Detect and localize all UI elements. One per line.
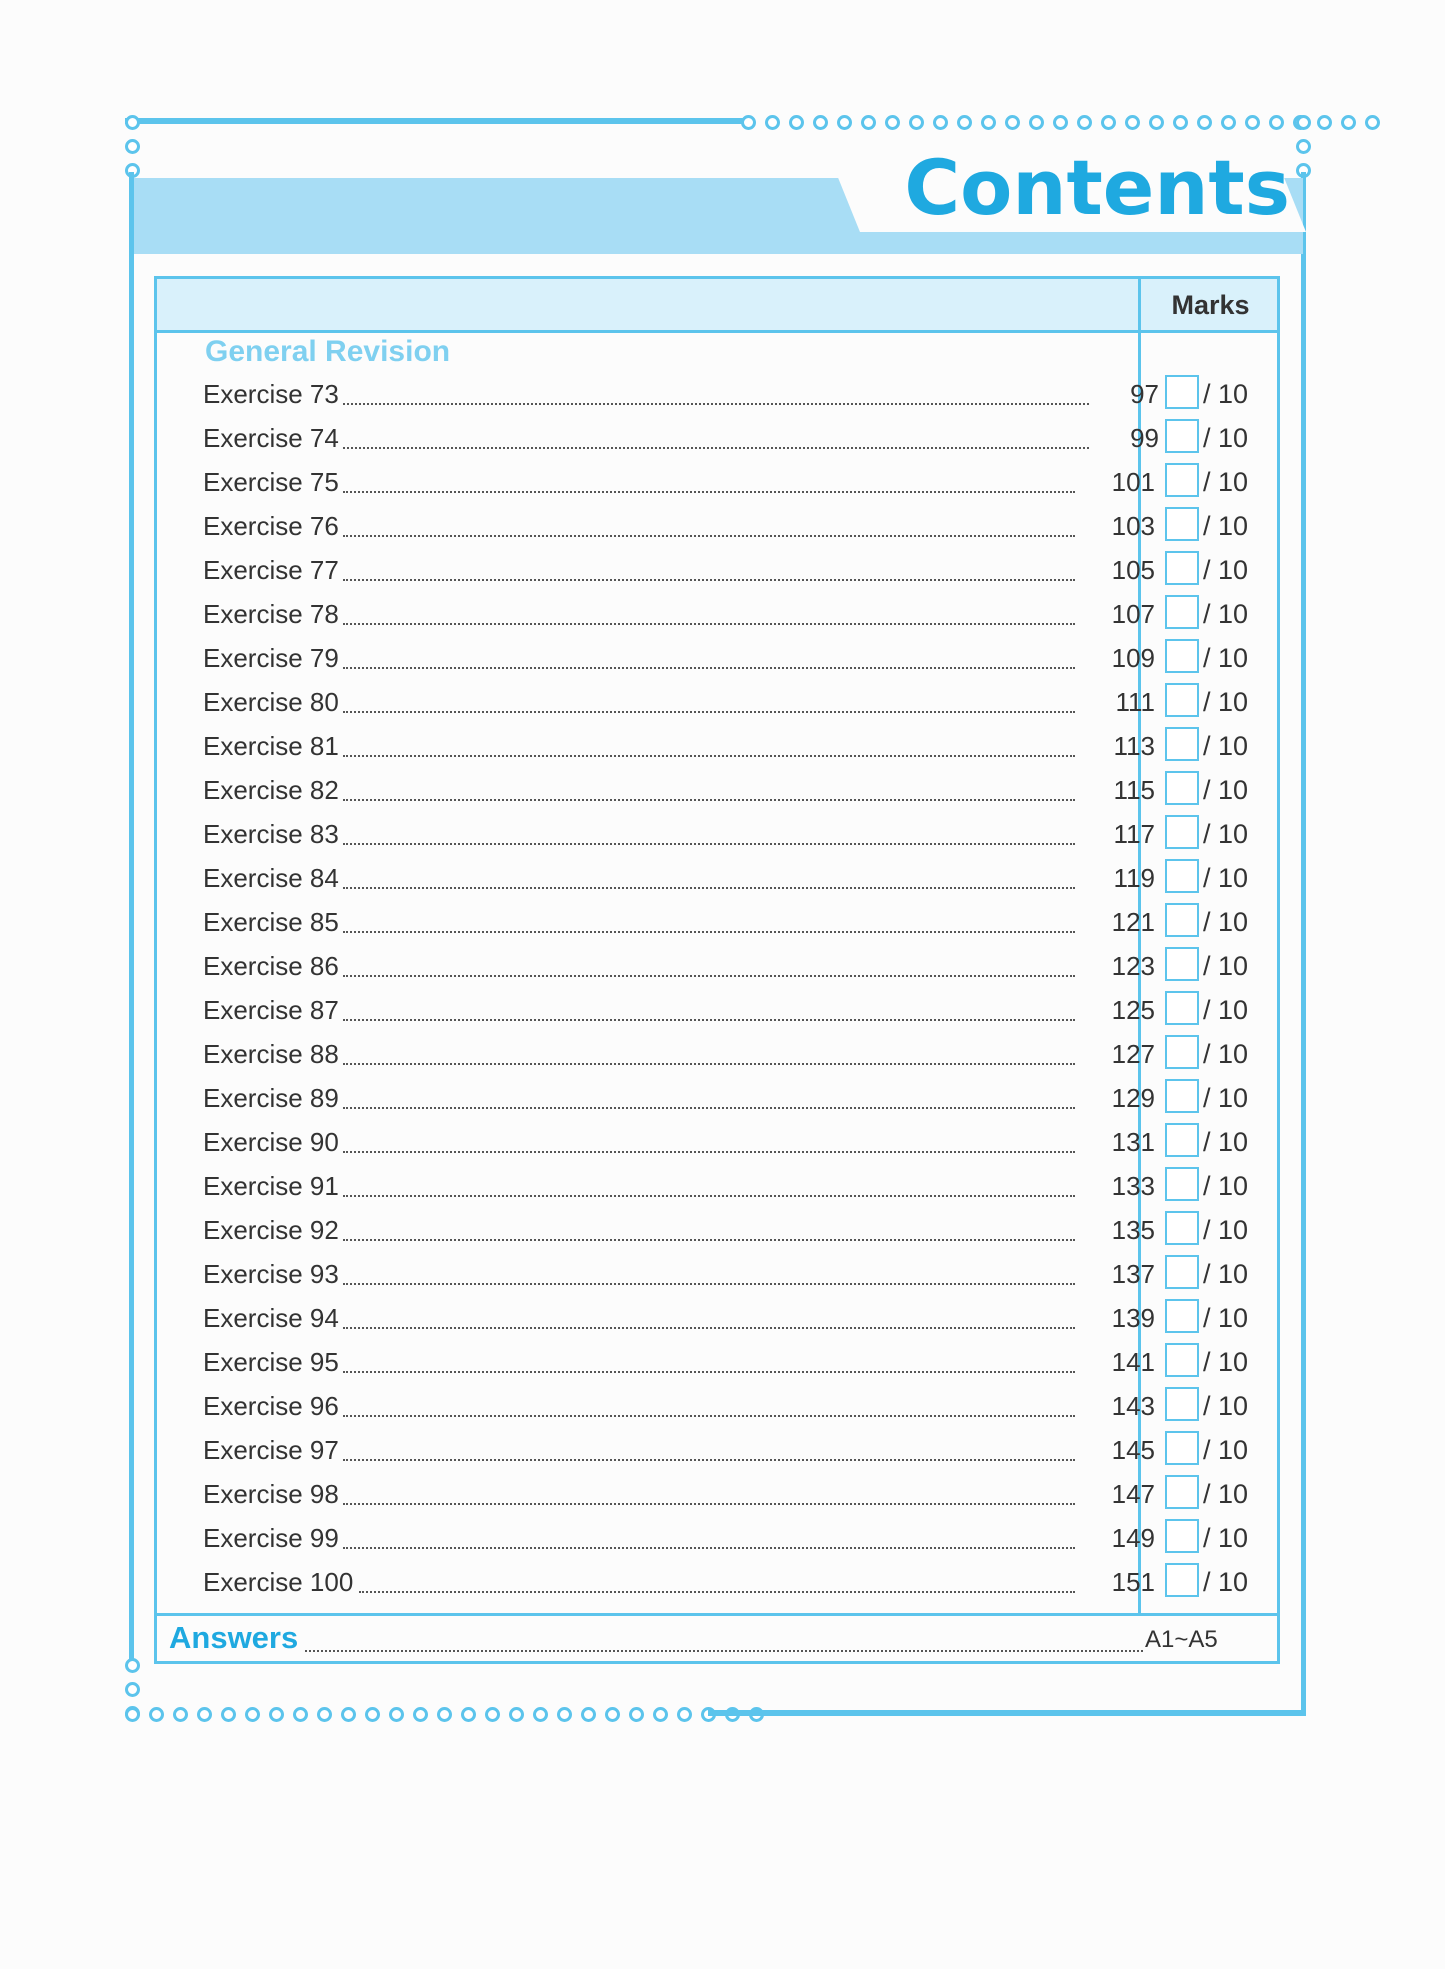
marks-total: / 10 xyxy=(1203,907,1249,937)
page-number: 147 xyxy=(1111,1479,1155,1509)
page-number: 135 xyxy=(1111,1215,1155,1245)
page-number: 101 xyxy=(1111,467,1155,497)
frame-dot xyxy=(437,1707,452,1722)
marks-input-box[interactable] xyxy=(1165,639,1199,673)
frame-dot xyxy=(981,115,996,130)
marks-total: / 10 xyxy=(1203,467,1249,497)
frame-bottom-dots xyxy=(125,1707,764,1722)
page-number: 119 xyxy=(1113,863,1155,893)
frame-dot xyxy=(789,115,804,130)
exercise-label: Exercise 95 xyxy=(203,1347,339,1377)
frame-dot xyxy=(1296,115,1311,130)
frame-dot xyxy=(1197,115,1212,130)
list-item[interactable] xyxy=(203,1255,1263,1299)
dot-leader xyxy=(343,799,1075,801)
marks-input-box[interactable] xyxy=(1165,375,1199,409)
list-item[interactable] xyxy=(203,595,1263,639)
frame-dot xyxy=(605,1707,620,1722)
dot-leader xyxy=(343,1019,1075,1021)
marks-input-box[interactable] xyxy=(1165,727,1199,761)
marks-input-box[interactable] xyxy=(1165,815,1199,849)
page-number: 99 xyxy=(1130,423,1159,453)
exercise-label: Exercise 74 xyxy=(203,423,339,453)
exercise-label: Exercise 93 xyxy=(203,1259,339,1289)
frame-dot xyxy=(413,1707,428,1722)
marks-total: / 10 xyxy=(1203,1523,1249,1553)
list-item[interactable] xyxy=(203,1079,1263,1123)
marks-input-box[interactable] xyxy=(1165,947,1199,981)
exercise-label: Exercise 76 xyxy=(203,511,339,541)
marks-total: / 10 xyxy=(1203,1391,1249,1421)
list-item[interactable] xyxy=(203,1035,1263,1079)
dot-leader xyxy=(343,1327,1075,1329)
page-title: Contents xyxy=(904,143,1290,232)
dot-leader xyxy=(343,1459,1075,1461)
marks-total: / 10 xyxy=(1203,819,1249,849)
frame-dot xyxy=(125,1682,140,1697)
frame-dot xyxy=(485,1707,500,1722)
exercise-label: Exercise 84 xyxy=(203,863,339,893)
dot-leader xyxy=(343,975,1075,977)
marks-input-box[interactable] xyxy=(1165,1167,1199,1201)
marks-input-box[interactable] xyxy=(1165,1387,1199,1421)
frame-dot xyxy=(509,1707,524,1722)
frame-dot xyxy=(245,1707,260,1722)
exercise-label: Exercise 81 xyxy=(203,731,339,761)
exercise-label: Exercise 80 xyxy=(203,687,339,717)
list-item[interactable] xyxy=(203,1211,1263,1255)
marks-input-box[interactable] xyxy=(1165,1299,1199,1333)
frame-dot xyxy=(365,1707,380,1722)
frame-dot xyxy=(341,1707,356,1722)
exercise-label: Exercise 96 xyxy=(203,1391,339,1421)
page-number: 107 xyxy=(1111,599,1155,629)
page-number: 145 xyxy=(1111,1435,1155,1465)
exercise-label: Exercise 82 xyxy=(203,775,339,805)
frame-dot xyxy=(653,1707,668,1722)
dot-leader xyxy=(343,623,1075,625)
exercise-label: Exercise 77 xyxy=(203,555,339,585)
list-item[interactable] xyxy=(203,463,1263,507)
frame-dot xyxy=(1296,139,1311,154)
frame-dot xyxy=(1005,115,1020,130)
dot-leader xyxy=(343,579,1075,581)
page-number: 131 xyxy=(1111,1127,1155,1157)
frame-dot xyxy=(765,115,780,130)
list-item[interactable] xyxy=(203,375,1263,419)
marks-total: / 10 xyxy=(1203,1303,1249,1333)
frame-top-left-dots xyxy=(125,115,140,178)
dot-leader xyxy=(359,1591,1075,1593)
marks-total: / 10 xyxy=(1203,1127,1249,1157)
marks-total: / 10 xyxy=(1203,731,1249,761)
list-item[interactable] xyxy=(203,859,1263,903)
dot-leader xyxy=(343,403,1089,405)
list-item[interactable] xyxy=(203,551,1263,595)
page-number: 105 xyxy=(1111,555,1155,585)
page-number: 123 xyxy=(1111,951,1155,981)
marks-input-box[interactable] xyxy=(1165,683,1199,717)
list-item[interactable] xyxy=(203,1343,1263,1387)
exercise-label: Exercise 90 xyxy=(203,1127,339,1157)
exercise-label: Exercise 88 xyxy=(203,1039,339,1069)
answers-row[interactable] xyxy=(169,1618,1269,1664)
list-item[interactable] xyxy=(203,903,1263,947)
exercise-label: Exercise 78 xyxy=(203,599,339,629)
marks-input-box[interactable] xyxy=(1165,551,1199,585)
dot-leader xyxy=(343,931,1075,933)
exercise-label: Exercise 83 xyxy=(203,819,339,849)
frame-dot xyxy=(125,139,140,154)
marks-header: Marks xyxy=(1171,290,1250,320)
frame-dot xyxy=(1269,115,1284,130)
exercise-label: Exercise 86 xyxy=(203,951,339,981)
marks-input-box[interactable] xyxy=(1165,1035,1199,1069)
answers-page: A1~A5 xyxy=(1145,1626,1218,1653)
list-item[interactable] xyxy=(203,507,1263,551)
marks-total: / 10 xyxy=(1203,1171,1249,1201)
frame-bottom-line xyxy=(708,1710,1306,1716)
frame-dot xyxy=(125,115,140,130)
frame-top-right-dots xyxy=(1296,115,1311,178)
exercise-label: Exercise 97 xyxy=(203,1435,339,1465)
frame-dot xyxy=(125,1707,140,1722)
page-number: 149 xyxy=(1111,1523,1155,1553)
frame-dot xyxy=(933,115,948,130)
page-number: 121 xyxy=(1111,907,1155,937)
frame-dot xyxy=(813,115,828,130)
frame-dot xyxy=(741,115,756,130)
frame-dot xyxy=(861,115,876,130)
marks-total: / 10 xyxy=(1203,687,1249,717)
marks-total: / 10 xyxy=(1203,379,1249,409)
exercise-label: Exercise 79 xyxy=(203,643,339,673)
exercise-label: Exercise 89 xyxy=(203,1083,339,1113)
marks-input-box[interactable] xyxy=(1165,1255,1199,1289)
frame-dot xyxy=(221,1707,236,1722)
dot-leader xyxy=(343,1063,1075,1065)
dot-leader xyxy=(305,1650,1143,1652)
dot-leader xyxy=(343,667,1075,669)
page-number: 113 xyxy=(1113,731,1155,761)
marks-input-box[interactable] xyxy=(1165,595,1199,629)
frame-dot xyxy=(269,1707,284,1722)
marks-total: / 10 xyxy=(1203,599,1249,629)
dot-leader xyxy=(343,1371,1075,1373)
exercise-label: Exercise 94 xyxy=(203,1303,339,1333)
list-item[interactable] xyxy=(203,1563,1263,1607)
list-item[interactable] xyxy=(203,1475,1263,1519)
frame-dot xyxy=(125,1658,140,1673)
dot-leader xyxy=(343,1239,1075,1241)
dot-leader xyxy=(343,447,1089,449)
frame-dot xyxy=(957,115,972,130)
marks-input-box[interactable] xyxy=(1165,771,1199,805)
dot-leader xyxy=(343,1151,1075,1153)
exercise-label: Exercise 92 xyxy=(203,1215,339,1245)
list-item[interactable] xyxy=(203,1387,1263,1431)
dot-leader xyxy=(343,491,1075,493)
frame-top-dots xyxy=(741,115,1380,130)
list-item[interactable] xyxy=(203,1519,1263,1563)
marks-input-box[interactable] xyxy=(1165,1475,1199,1509)
marks-total: / 10 xyxy=(1203,1435,1249,1465)
frame-dot xyxy=(1149,115,1164,130)
list-item[interactable] xyxy=(203,1299,1263,1343)
marks-input-box[interactable] xyxy=(1165,419,1199,453)
page-number: 129 xyxy=(1111,1083,1155,1113)
frame-dot xyxy=(837,115,852,130)
marks-input-box[interactable] xyxy=(1165,507,1199,541)
frame-dot xyxy=(293,1707,308,1722)
list-item[interactable] xyxy=(203,1167,1263,1211)
marks-input-box[interactable] xyxy=(1165,1343,1199,1377)
table-row-divider xyxy=(157,1613,1277,1616)
frame-dot xyxy=(197,1707,212,1722)
frame-dot xyxy=(533,1707,548,1722)
list-item[interactable] xyxy=(203,1431,1263,1475)
marks-total: / 10 xyxy=(1203,1215,1249,1245)
page-number: 115 xyxy=(1113,775,1155,805)
page-number: 127 xyxy=(1111,1039,1155,1069)
list-item[interactable] xyxy=(203,419,1263,463)
frame-dot xyxy=(557,1707,572,1722)
frame-dot xyxy=(909,115,924,130)
marks-input-box[interactable] xyxy=(1165,1079,1199,1113)
page-number: 151 xyxy=(1111,1567,1155,1597)
exercise-label: Exercise 99 xyxy=(203,1523,339,1553)
frame-right-line xyxy=(1301,172,1306,1715)
list-item[interactable] xyxy=(203,639,1263,683)
list-item[interactable] xyxy=(203,1123,1263,1167)
page-number: 141 xyxy=(1111,1347,1155,1377)
marks-total: / 10 xyxy=(1203,1347,1249,1377)
marks-total: / 10 xyxy=(1203,1479,1249,1509)
dot-leader xyxy=(343,1415,1075,1417)
marks-total: / 10 xyxy=(1203,863,1249,893)
page-number: 109 xyxy=(1111,643,1155,673)
marks-input-box[interactable] xyxy=(1165,1211,1199,1245)
frame-dot xyxy=(1245,115,1260,130)
marks-total: / 10 xyxy=(1203,1567,1249,1597)
section-heading: General Revision xyxy=(205,335,451,368)
dot-leader xyxy=(343,1195,1075,1197)
exercise-label: Exercise 87 xyxy=(203,995,339,1025)
page-number: 143 xyxy=(1111,1391,1155,1421)
frame-dot xyxy=(173,1707,188,1722)
page-number: 133 xyxy=(1111,1171,1155,1201)
page-number: 111 xyxy=(1115,687,1155,717)
frame-dot xyxy=(1053,115,1068,130)
marks-input-box[interactable] xyxy=(1165,903,1199,937)
dot-leader xyxy=(343,1503,1075,1505)
marks-input-box[interactable] xyxy=(1165,991,1199,1025)
exercise-label: Exercise 98 xyxy=(203,1479,339,1509)
marks-input-box[interactable] xyxy=(1165,463,1199,497)
frame-dot xyxy=(1173,115,1188,130)
frame-dot xyxy=(389,1707,404,1722)
frame-dot xyxy=(581,1707,596,1722)
marks-total: / 10 xyxy=(1203,995,1249,1025)
marks-input-box[interactable] xyxy=(1165,1123,1199,1157)
frame-dot xyxy=(461,1707,476,1722)
exercise-label: Exercise 75 xyxy=(203,467,339,497)
marks-input-box[interactable] xyxy=(1165,859,1199,893)
table-header xyxy=(157,279,1277,333)
page-number: 125 xyxy=(1111,995,1155,1025)
exercise-label: Exercise 91 xyxy=(203,1171,339,1201)
list-item[interactable] xyxy=(203,683,1263,727)
frame-dot xyxy=(149,1707,164,1722)
page-number: 103 xyxy=(1111,511,1155,541)
page-number: 137 xyxy=(1111,1259,1155,1289)
frame-dot xyxy=(629,1707,644,1722)
dot-leader xyxy=(343,755,1075,757)
dot-leader xyxy=(343,1283,1075,1285)
marks-total: / 10 xyxy=(1203,775,1249,805)
marks-total: / 10 xyxy=(1203,1039,1249,1069)
marks-input-box[interactable] xyxy=(1165,1431,1199,1465)
page-number: 117 xyxy=(1113,819,1155,849)
marks-total: / 10 xyxy=(1203,555,1249,585)
frame-dot xyxy=(1101,115,1116,130)
list-item[interactable] xyxy=(203,815,1263,859)
frame-dot xyxy=(1221,115,1236,130)
list-item[interactable] xyxy=(203,771,1263,815)
dot-leader xyxy=(343,535,1075,537)
frame-dot xyxy=(677,1707,692,1722)
dot-leader xyxy=(343,887,1075,889)
exercise-label: Exercise 100 xyxy=(203,1567,354,1597)
dot-leader xyxy=(343,1547,1075,1549)
dot-leader xyxy=(343,1107,1075,1109)
marks-total: / 10 xyxy=(1203,423,1249,453)
marks-input-box[interactable] xyxy=(1165,1519,1199,1553)
list-item[interactable] xyxy=(203,991,1263,1035)
frame-dot xyxy=(1077,115,1092,130)
frame-dot xyxy=(317,1707,332,1722)
contents-table xyxy=(154,276,1280,1664)
exercise-label: Exercise 85 xyxy=(203,907,339,937)
list-item[interactable] xyxy=(203,727,1263,771)
frame-dot xyxy=(1341,115,1356,130)
marks-total: / 10 xyxy=(1203,511,1249,541)
dot-leader xyxy=(343,843,1075,845)
marks-total: / 10 xyxy=(1203,643,1249,673)
marks-total: / 10 xyxy=(1203,1083,1249,1113)
frame-dot xyxy=(885,115,900,130)
frame-dot xyxy=(1365,115,1380,130)
frame-dot xyxy=(1317,115,1332,130)
page-number: 139 xyxy=(1111,1303,1155,1333)
dot-leader xyxy=(343,711,1075,713)
list-item[interactable] xyxy=(203,947,1263,991)
marks-total: / 10 xyxy=(1203,951,1249,981)
marks-input-box[interactable] xyxy=(1165,1563,1199,1597)
exercise-label: Exercise 73 xyxy=(203,379,339,409)
frame-dot xyxy=(1029,115,1044,130)
frame-left-line xyxy=(129,172,134,1660)
frame-dot xyxy=(1125,115,1140,130)
frame-top-line xyxy=(125,118,745,124)
marks-total: / 10 xyxy=(1203,1259,1249,1289)
page-number: 97 xyxy=(1130,379,1159,409)
answers-label: Answers xyxy=(169,1620,299,1655)
